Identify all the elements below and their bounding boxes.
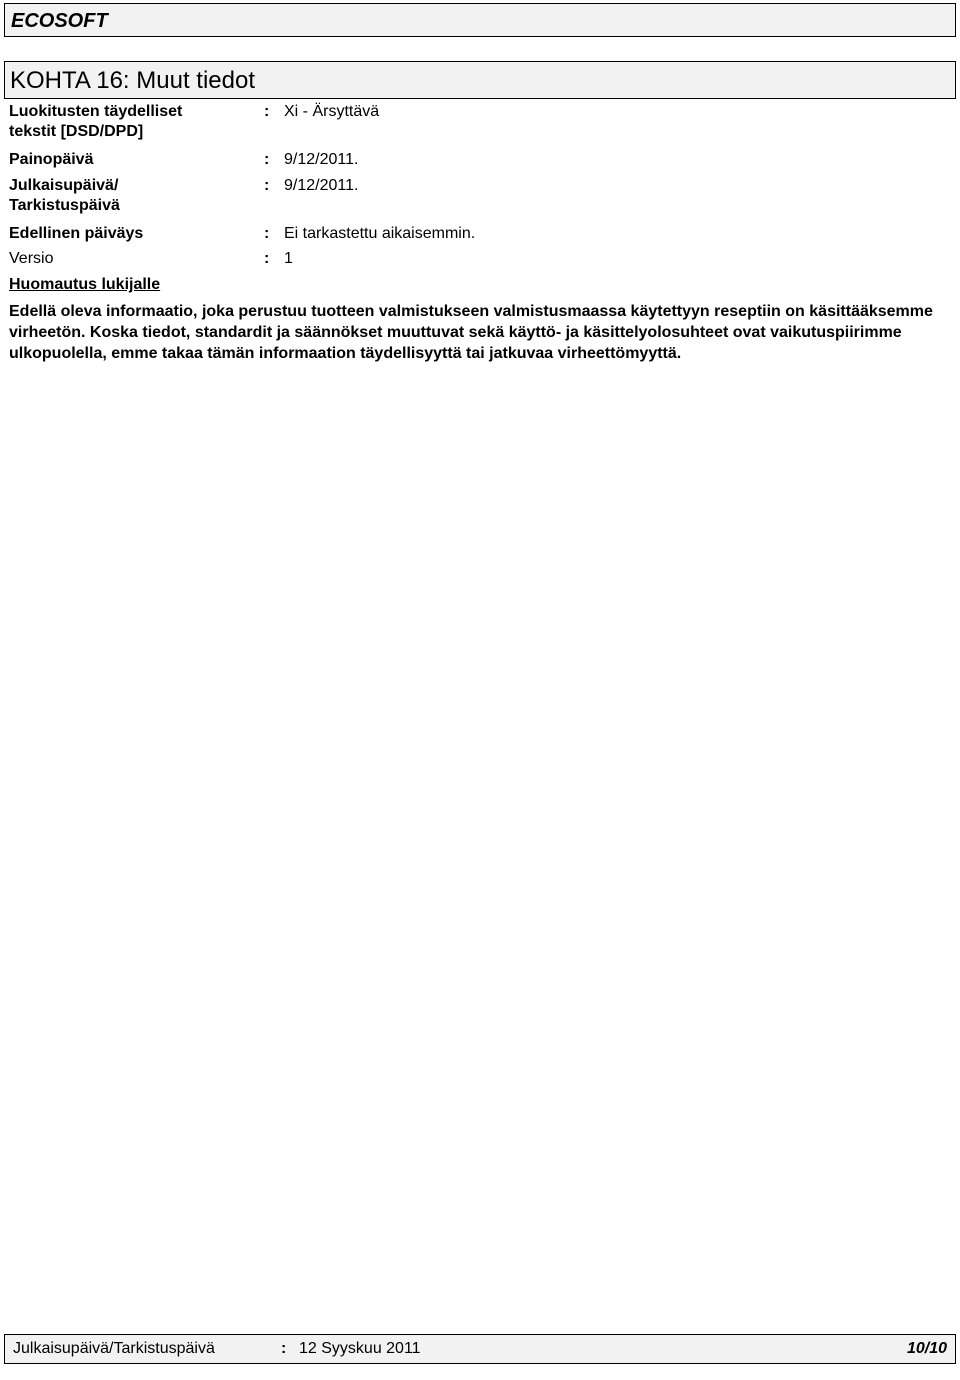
field-label-line: Edellinen päiväys xyxy=(9,225,144,242)
field-colon: : xyxy=(264,177,270,194)
field-label-line: Tarkistuspäivä xyxy=(9,197,120,214)
section-header xyxy=(4,61,956,99)
field-label-previous-date xyxy=(9,224,249,244)
document-header xyxy=(4,3,956,37)
field-label-line: Julkaisupäivä/ xyxy=(9,177,119,194)
note-paragraph: Edellä oleva informaatio, joka perustuu tuotteen valmistukseen valmistusmaassa käytettyyn reseptiin on käsittääksemme virheetön. Koska tiedot, standardit ja säännökset muuttuvat sekä käyttö- ja käsittelyolosuhteet ovat vaikutuspiirimme ulkopuolella, emme takaa tämän informaation täydellisyyttä tai jatkuvaa virheettömyyttä. xyxy=(9,303,933,362)
field-value-issue-date: 9/12/2011. xyxy=(284,177,359,194)
field-value-classification: Xi - Ärsyttävä xyxy=(284,103,380,120)
field-colon: : xyxy=(264,225,270,242)
note-heading: Huomautus lukijalle xyxy=(9,276,161,293)
field-label-version xyxy=(9,249,249,269)
brand-name: ECOSOFT xyxy=(11,10,108,32)
footer-colon: : xyxy=(281,1340,287,1357)
field-colon: : xyxy=(264,151,270,168)
field-label-issue-date xyxy=(9,176,249,216)
field-label-line: Painopäivä xyxy=(9,151,94,168)
section-title: KOHTA 16: Muut tiedot xyxy=(10,67,256,94)
field-label-classification xyxy=(9,102,249,142)
field-label-line: Versio xyxy=(9,250,54,267)
field-label-line: tekstit [DSD/DPD] xyxy=(9,123,144,140)
field-colon: : xyxy=(264,103,270,120)
document-footer xyxy=(4,1334,956,1364)
field-label-line: Luokitusten täydelliset xyxy=(9,103,183,120)
field-value-print-date: 9/12/2011. xyxy=(284,151,359,168)
footer-date-value: 12 Syyskuu 2011 xyxy=(299,1340,421,1357)
field-value-previous-date: Ei tarkastettu aikaisemmin. xyxy=(284,225,476,242)
field-label-print-date xyxy=(9,150,249,170)
field-value-version: 1 xyxy=(284,250,293,267)
footer-date-label: Julkaisupäivä/Tarkistuspäivä xyxy=(13,1340,215,1357)
page-number: 10/10 xyxy=(906,1340,947,1357)
field-colon: : xyxy=(264,250,270,267)
